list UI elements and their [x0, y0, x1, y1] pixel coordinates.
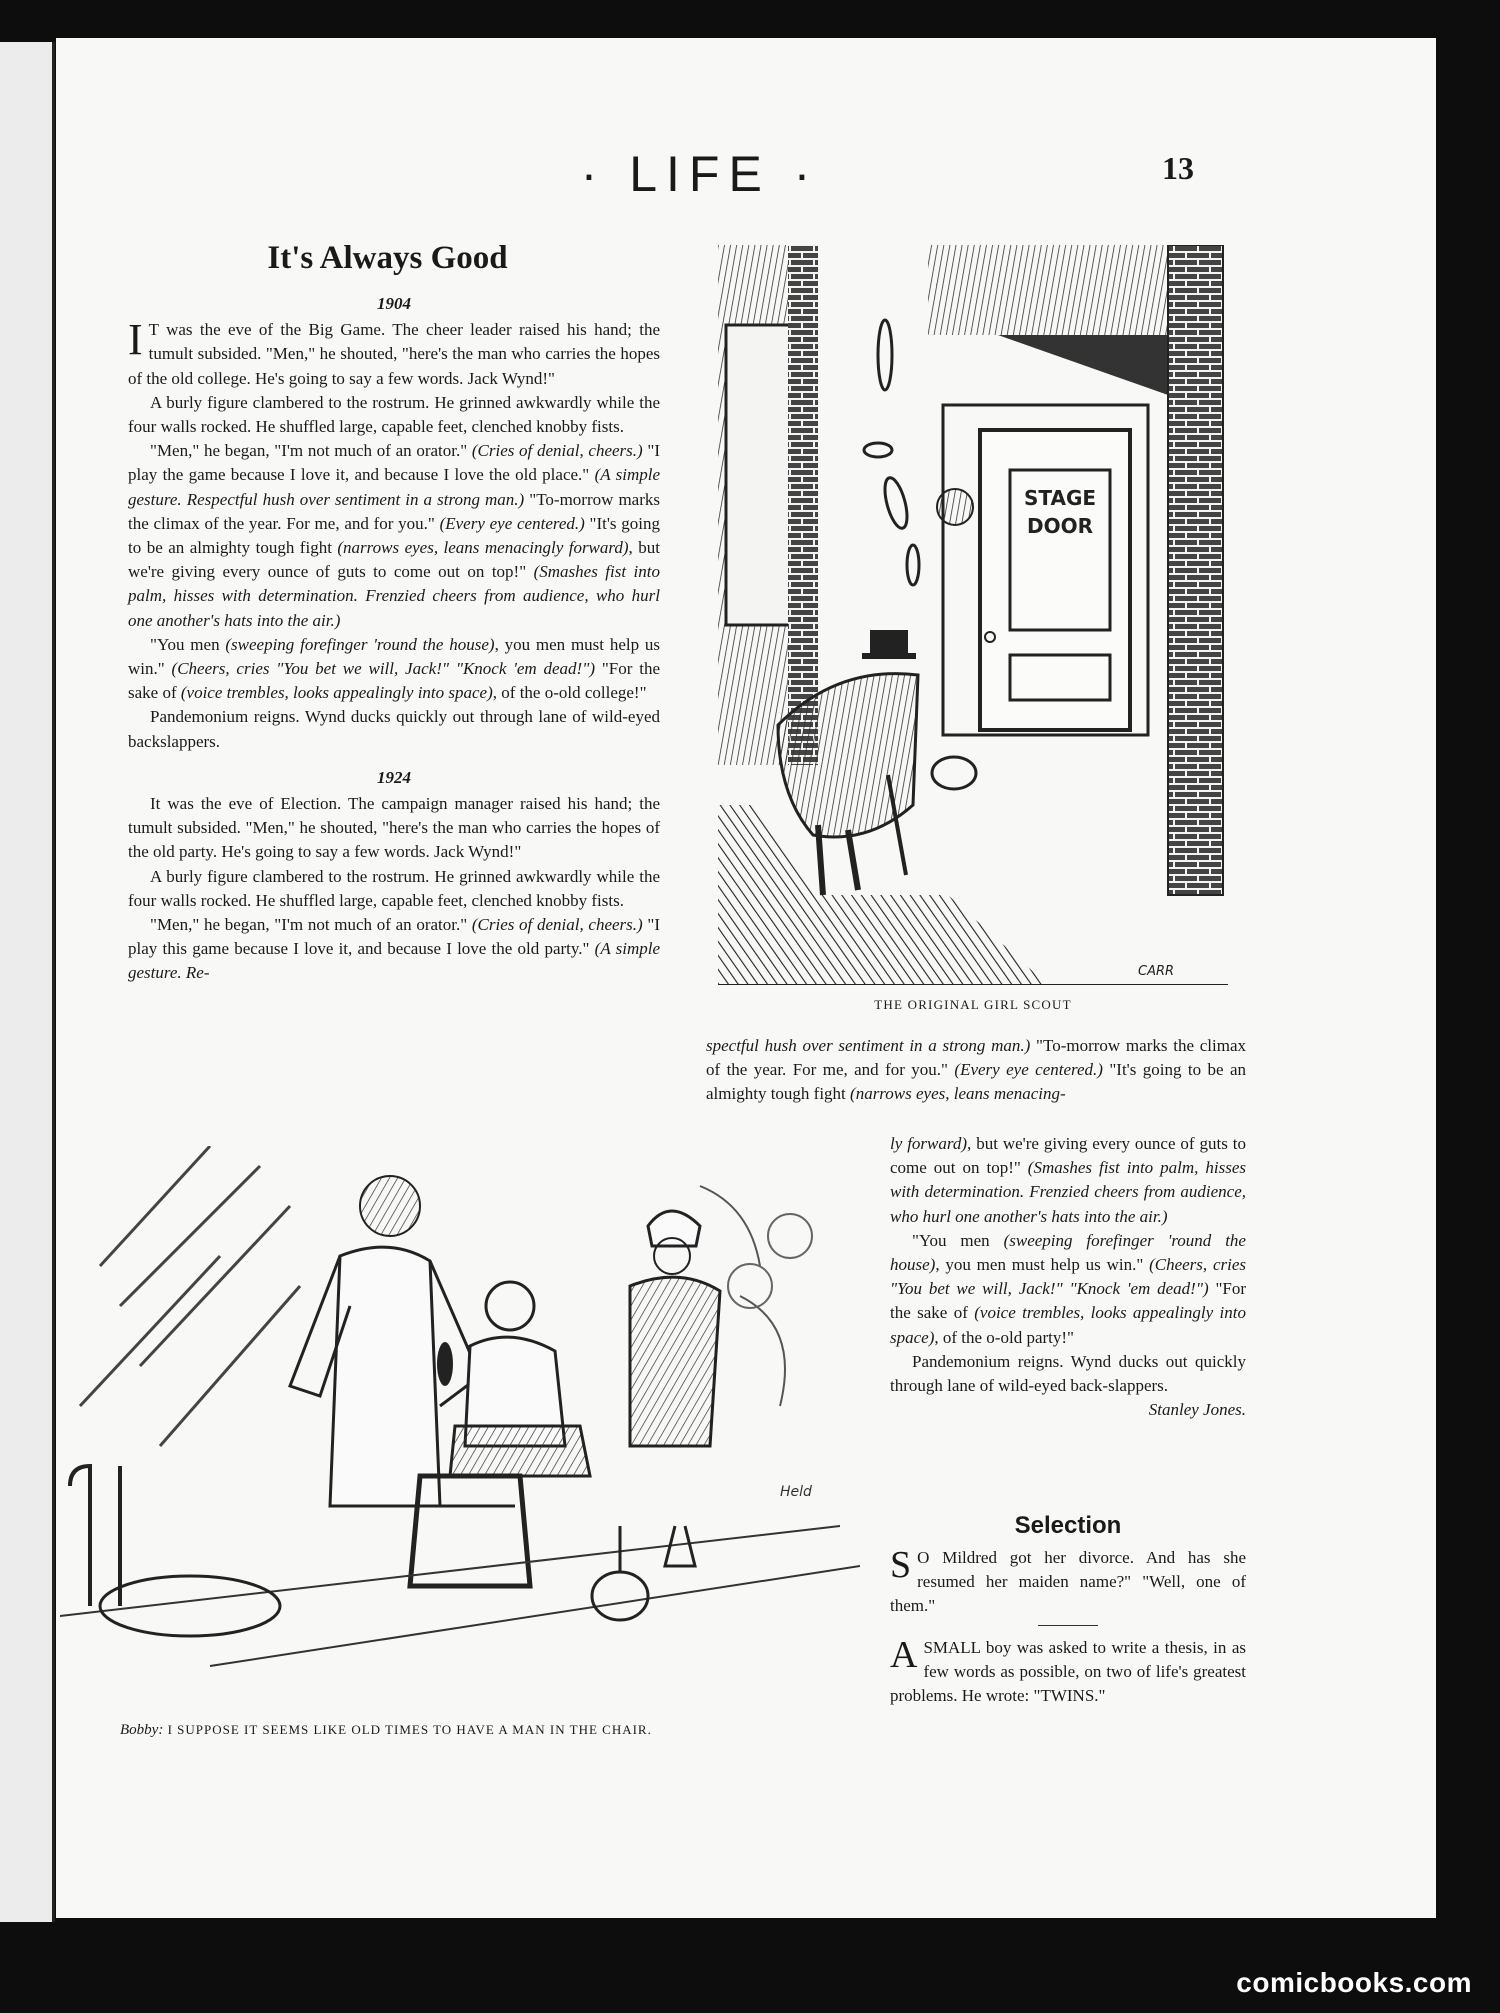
- page-number: 13: [1162, 150, 1194, 186]
- watermark: comicbooks.com: [1236, 1967, 1472, 1998]
- paragraph: Pandemonium reigns. Wynd ducks out quickly through lane of wild-eyed back-slappers. Stanley Jones.: [890, 1350, 1246, 1398]
- paragraph: I T was the eve of the Big Game. The cheer leader raised his hand; the tumult subsided. "Men," he shouted, "here's the man who carries the hopes of the old college. He's going to say a few words. Jack Wynd!": [128, 315, 660, 388]
- cartoon-caption-top: THE ORIGINAL GIRL SCOUT: [874, 997, 1072, 1012]
- article-column-left: [128, 290, 660, 986]
- svg-text:Held: Held: [780, 1484, 812, 1500]
- selection-title: Selection: [1014, 1512, 1122, 1539]
- paragraph: "You men (sweeping forefinger 'round the house), you men must help us win." (Cheers, cries "You bet we will, Jack!" "Knock 'em dead!") "For the sake of (voice trembles, looks appealingly into space), of the o-old party!": [890, 1230, 1246, 1347]
- paragraph: "You men (sweeping forefinger 'round the house), you men must help us win." (Cheers, cries "You bet we will, Jack!" "Knock 'em dead!") "For the sake of (voice trembles, looks appealingly into space), of the o-old college!": [128, 634, 660, 703]
- cartoon-caption-bottom: [120, 1722, 840, 1739]
- author-byline: Stanley Jones.: [1148, 1400, 1246, 1420]
- caption-speaker: Bobby:: [120, 1722, 164, 1738]
- barber-shop-cartoon: [60, 1146, 860, 1711]
- article-column-right-narrow: [890, 1132, 1246, 1422]
- article-title: It's Always Good: [267, 240, 508, 276]
- joke-2: ASMALL boy was asked to write a thesis, in as few words as possible, on two of life's greatest problems. He wrote: "TWINS.": [890, 1633, 1246, 1706]
- drop-cap: I: [128, 315, 143, 365]
- article-column-right: [706, 1034, 1246, 1107]
- paragraph: It was the eve of Election. The campaign manager raised his hand; the tumult subsided. "Men," he shouted, "here's the man who carries the hopes of the old party. He's going to say a few words. Jack Wynd!": [128, 794, 660, 862]
- year-heading-1924: 1924: [377, 767, 411, 787]
- magazine-masthead: · LIFE ·: [580, 146, 820, 202]
- paragraph: ly forward), but we're giving every ounce of guts to come out on top!" (Smashes fist into palm, hisses with determination. Frenzied cheers from audience, who hurl one another's hats into the air.): [890, 1134, 1247, 1226]
- drop-cap: S: [890, 1544, 912, 1586]
- divider: [1038, 1625, 1098, 1626]
- drop-cap: A: [890, 1633, 918, 1676]
- facing-page-edge: [0, 42, 55, 1922]
- paragraph: "Men," he began, "I'm not much of an orator." (Cries of denial, cheers.) "I play the game because I love it, and because I love the old place." (A simple gesture. Respectful hush over sentiment in a strong man.) "To-morrow marks the climax of the year. For me, and for you." (Every eye centered.) "It's going to be an almighty tough fight (narrows eyes, leans menacingly forward), but we're giving every ounce of guts to come out on top!" (Smashes fist into palm, hisses with determination. Frenzied cheers from audience, who hurl one another's hats into the air.): [128, 441, 661, 630]
- selection-jokes: [890, 1546, 1246, 1708]
- year-heading-1904: 1904: [377, 294, 411, 313]
- svg-text:DOOR: DOOR: [1026, 514, 1094, 538]
- paragraph: A burly figure clambered to the rostrum. He grinned awkwardly while the four walls rocked. He shuffled large, capable feet, clenched knobby fists.: [128, 866, 660, 910]
- paragraph: Pandemonium reigns. Wynd ducks quickly out through lane of wild-eyed backslappers.: [128, 707, 660, 751]
- joke-1: S O Mildred got her divorce. And has she resumed her maiden name?" "Well, one of them.": [890, 1544, 1246, 1616]
- paragraph: A burly figure clambered to the rostrum. He grinned awkwardly while the four walls rocked. He shuffled large, capable feet, clenched knobby fists.: [128, 392, 660, 437]
- paragraph: "Men," he began, "I'm not much of an orator." (Cries of denial, cheers.) "I play this game because I love it, and because I love the old party." (A simple gesture. Re-: [128, 915, 660, 983]
- svg-text:CARR: CARR: [1138, 964, 1175, 979]
- girl-scout-cartoon: [718, 245, 1228, 985]
- caption-text: I SUPPOSE IT SEEMS LIKE OLD TIMES TO HAVE A MAN IN THE CHAIR.: [167, 1722, 652, 1737]
- paragraph: spectful hush over sentiment in a strong man.) "To-morrow marks the climax of the year. For me, and for you." (Every eye centered.) "It's going to be an almighty tough fight (narrows eyes, leans menacing-: [706, 1036, 1247, 1104]
- stage-door-sign: STAGE: [1023, 486, 1097, 510]
